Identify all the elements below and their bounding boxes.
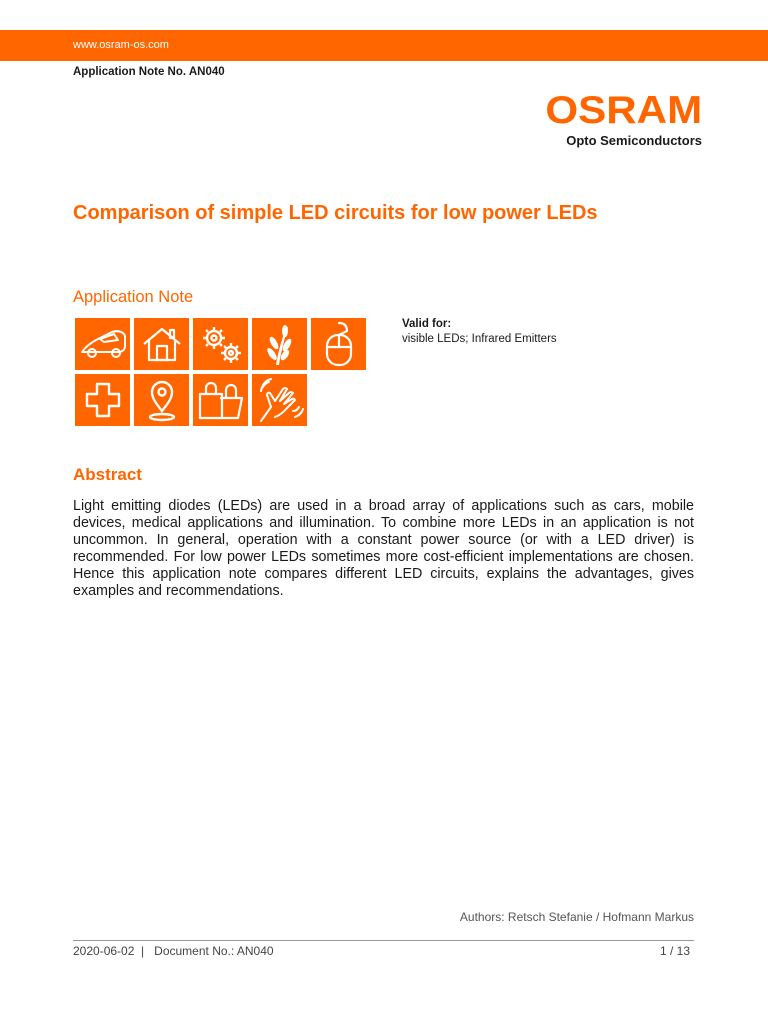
application-note-number: Application Note No. AN040 [73,66,225,78]
valid-for-block [402,317,557,347]
section-label: Application Note [73,288,194,306]
top-banner [0,30,768,61]
application-icons [75,318,367,430]
gesture-hand-icon [252,374,307,426]
shopping-bags-icon [193,374,248,426]
abstract-text: Light emitting diodes (LEDs) are used in a broad array of applications such as cars, mobile devices, medical applications and illumination. To combine more LEDs in an application is not uncommon. In general, operation with a constant power source (or with a LED driver) is recommended. For low power LEDs sometimes more cost-efficient implementations are chosen. Hence this application note compares different LED circuits, explains the advantages, gives examples and recommendations. [73,498,694,599]
medical-cross-icon [75,374,130,426]
car-icon [75,318,130,370]
document-title: Comparison of simple LED circuits for low power LEDs [73,202,598,224]
footer-date-docno: 2020-06-02 | Document No.: AN040 [73,944,274,958]
mouse-icon [311,318,366,370]
abstract-heading: Abstract [73,465,142,484]
website-link[interactable]: www.osram-os.com [73,39,169,51]
valid-for-value: visible LEDs; Infrared Emitters [402,333,557,345]
footer-divider [73,940,694,941]
gears-icon [193,318,248,370]
plant-icon [252,318,307,370]
page-number: 1 / 13 [659,944,690,958]
location-pin-icon [134,374,189,426]
house-icon [134,318,189,370]
osram-logo [545,89,702,148]
valid-for-label: Valid for: [402,318,452,330]
logo-brand: OSRAM [545,89,702,132]
authors: Authors: Retsch Stefanie / Hofmann Markus [459,910,694,924]
logo-division: Opto Semiconductors [566,133,702,148]
